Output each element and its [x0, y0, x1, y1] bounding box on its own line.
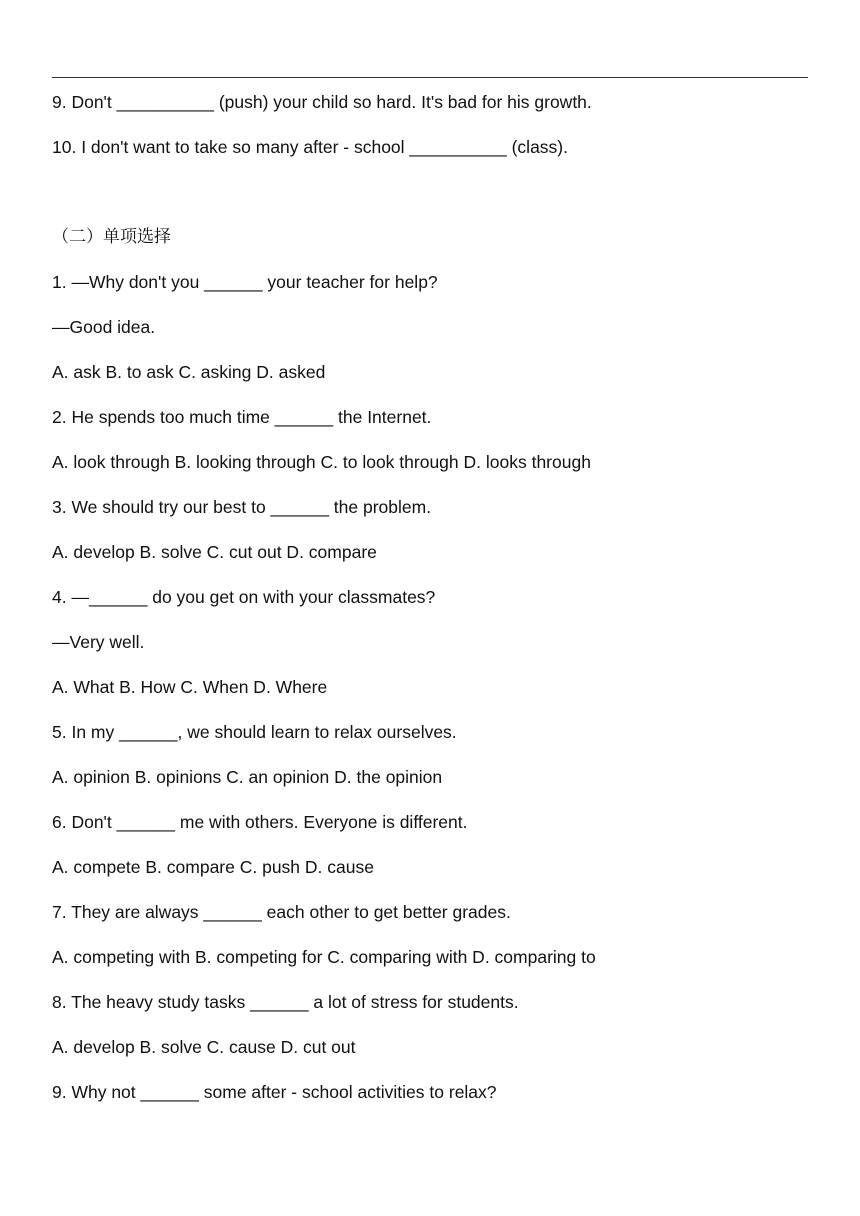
question-8-stem: 8. The heavy study tasks ______ a lot of stress for students.: [52, 992, 519, 1012]
question-4-reply: —Very well.: [52, 632, 145, 652]
question-5-stem: 5. In my ______, we should learn to relax ourselves.: [52, 722, 457, 742]
question-8-options: A. develop B. solve C. cause D. cut out: [52, 1037, 356, 1057]
question-3-stem: 3. We should try our best to ______ the problem.: [52, 497, 432, 517]
question-6-stem: 6. Don't ______ me with others. Everyone is different.: [52, 812, 468, 832]
question-7-options: A. competing with B. competing for C. comparing with D. comparing to: [52, 947, 596, 967]
question-5-options: A. opinion B. opinions C. an opinion D. the opinion: [52, 767, 443, 787]
question-2-stem: 2. He spends too much time ______ the Internet.: [52, 407, 432, 427]
question-1-reply: —Good idea.: [52, 317, 156, 337]
question-9-stem: 9. Why not ______ some after - school activities to relax?: [52, 1082, 497, 1102]
question-4-stem: 4. —______ do you get on with your classmates?: [52, 587, 436, 607]
question-4-options: A. What B. How C. When D. Where: [52, 677, 328, 697]
section-heading: （二）单项选择: [52, 227, 171, 247]
fill-blank-question-10: 10. I don't want to take so many after - school __________ (class).: [52, 137, 568, 157]
question-3-options: A. develop B. solve C. cut out D. compare: [52, 542, 377, 562]
question-1-options: A. ask B. to ask C. asking D. asked: [52, 362, 326, 382]
fill-blank-question-9: 9. Don't __________ (push) your child so hard. It's bad for his growth.: [52, 92, 592, 112]
header-rule: [52, 77, 808, 78]
question-2-options: A. look through B. looking through C. to look through D. looks through: [52, 452, 591, 472]
question-7-stem: 7. They are always ______ each other to get better grades.: [52, 902, 511, 922]
question-6-options: A. compete B. compare C. push D. cause: [52, 857, 374, 877]
question-1-stem: 1. —Why don't you ______ your teacher for help?: [52, 272, 438, 292]
